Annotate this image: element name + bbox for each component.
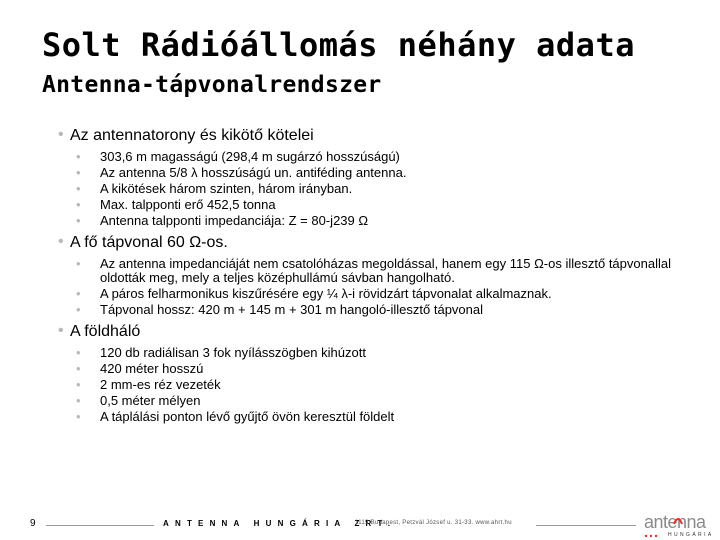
list-item-text: Antenna talpponti impedanciája: Z = 80-j239 Ω	[100, 213, 369, 228]
bullet-icon: •	[58, 126, 64, 143]
bullet-icon: •	[76, 197, 81, 212]
page-footer	[0, 508, 720, 540]
bullet-icon: •	[76, 408, 81, 424]
bullet-icon: •	[76, 255, 81, 271]
list-item-text: A páros felharmonikus kiszűrésére egy ¼ λ-i rövidzárt tápvonalat alkalmaznak.	[100, 286, 552, 301]
bullet-icon: •	[58, 321, 64, 339]
list-item	[58, 150, 708, 165]
bullet-icon: •	[76, 149, 81, 164]
logo-subtext: HUNGÁRIA	[668, 532, 714, 538]
list-item-text: 0,5 méter mélyen	[100, 392, 201, 408]
list-item	[58, 346, 708, 361]
content-body	[58, 126, 708, 428]
bullet-list	[58, 257, 708, 318]
footer-address: 1119 Budapest, Petzvál József u. 31-33. www.ahrt.hu	[355, 520, 512, 526]
list-item	[58, 214, 708, 229]
logo-wordmark: antenna	[644, 512, 706, 532]
list-item-text: Az antenna impedanciáját nem csatolóházas megoldással, hanem egy 115 Ω-os illesztő tápvonallal oldották meg, mely a teljes középhullámú sávban hangolható.	[100, 255, 671, 285]
bullet-list	[58, 346, 708, 425]
section-heading-text: A fő tápvonal 60 Ω-os.	[70, 233, 228, 251]
company-logo	[644, 512, 714, 540]
list-item-text: A táplálási ponton lévő gyűjtő övön keresztül földelt	[100, 408, 395, 424]
bullet-icon: •	[76, 344, 81, 360]
bullet-icon: •	[76, 213, 81, 228]
section-main-feedline	[58, 233, 708, 318]
page-number: 9	[30, 518, 36, 529]
list-item-text: Az antenna 5/8 λ hosszúságú un. antiféding antenna.	[100, 165, 407, 180]
page-subtitle: Antenna-tápvonalrendszer	[42, 72, 382, 98]
section-heading-text: Az antennatorony és kikötő kötelei	[70, 127, 314, 144]
list-item	[58, 182, 708, 197]
section-antenna-tower	[58, 126, 708, 229]
bullet-list	[58, 150, 708, 229]
list-item	[58, 198, 708, 213]
logo-accent-icon	[672, 514, 684, 526]
list-item	[58, 257, 708, 286]
list-item	[58, 378, 708, 393]
list-item	[58, 287, 708, 302]
list-item-text: 2 mm-es réz vezeték	[100, 376, 221, 392]
bullet-icon: •	[76, 286, 81, 301]
page-title: Solt Rádióállomás néhány adata	[42, 26, 635, 64]
list-item-text: Max. talpponti erő 452,5 tonna	[100, 197, 276, 212]
section-heading	[58, 233, 708, 253]
list-item	[58, 303, 708, 318]
bullet-icon: •	[76, 360, 81, 376]
list-item	[58, 166, 708, 181]
list-item-text: 120 db radiálisan 3 fok nyílásszögben kihúzott	[100, 344, 366, 360]
list-item	[58, 394, 708, 409]
list-item	[58, 362, 708, 377]
bullet-icon: •	[76, 376, 81, 392]
section-heading	[58, 322, 708, 342]
bullet-icon: •	[76, 392, 81, 408]
footer-divider	[46, 525, 154, 526]
logo-dots-icon	[644, 534, 662, 538]
section-heading-text: A földháló	[70, 322, 141, 340]
bullet-icon: •	[76, 165, 81, 180]
footer-divider	[536, 525, 636, 526]
list-item-text: A kikötések három szinten, három irányban.	[100, 181, 353, 196]
list-item-text: Tápvonal hossz: 420 m + 145 m + 301 m hangoló-illesztő tápvonal	[100, 302, 484, 317]
bullet-icon: •	[76, 181, 81, 196]
section-ground-system	[58, 322, 708, 425]
footer-company: ANTENNA HUNGÁRIA ZRT.	[163, 519, 397, 528]
section-heading	[58, 126, 708, 146]
list-item-text: 303,6 m magasságú (298,4 m sugárzó hosszúságú)	[100, 149, 400, 164]
bullet-icon: •	[58, 232, 64, 250]
bullet-icon: •	[76, 302, 81, 317]
list-item-text: 420 méter hosszú	[100, 360, 204, 376]
list-item	[58, 410, 708, 425]
